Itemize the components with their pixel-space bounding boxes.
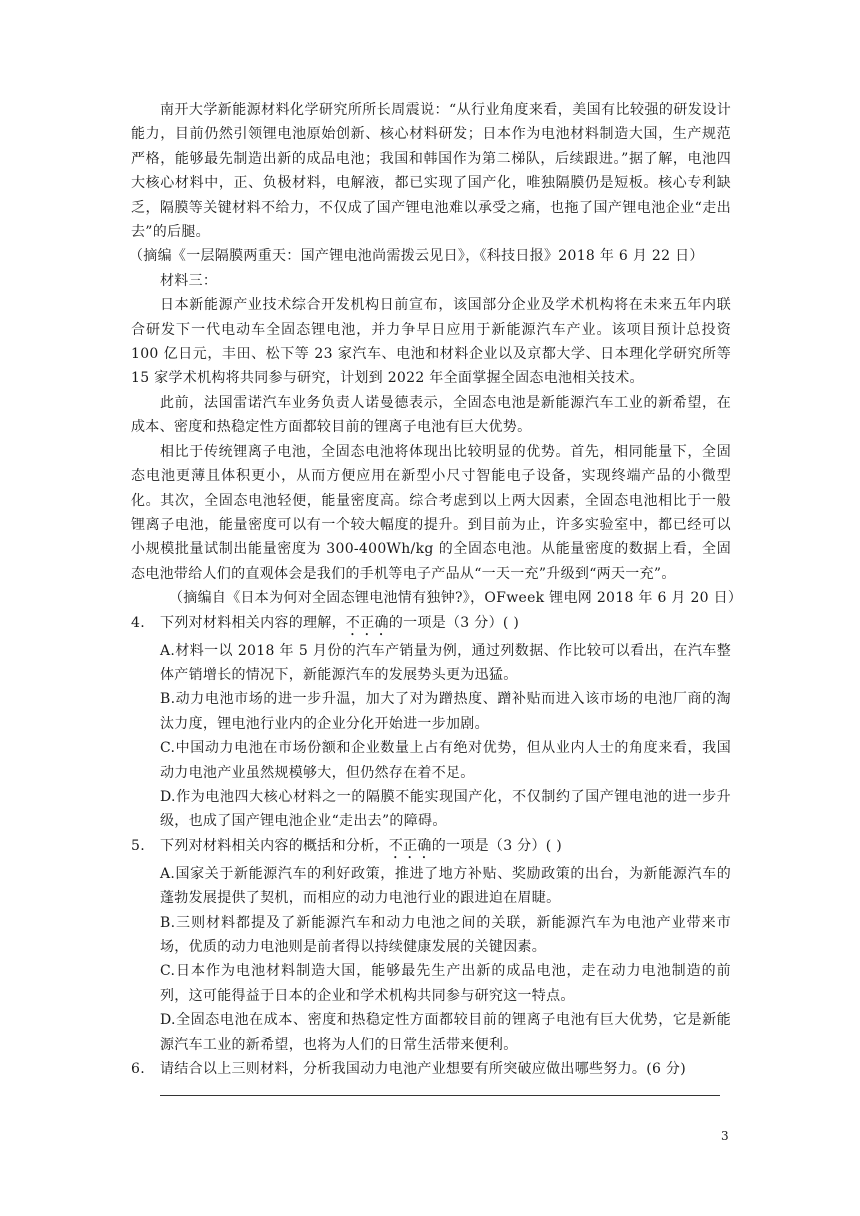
question-4-stem	[160, 611, 731, 639]
citation-keji-ribao: （摘编《一层隔膜两重天：国产锂电池尚需拨云见日》，《科技日报》2018 年 6 月 22 日）	[129, 248, 704, 265]
question-4-option-b: B.动力电池市场的进一步升温，加大了对为蹭热度、蹭补贴而进入该市场的电池厂商的淘汰力度，锂电池行业内的企业分化开始进一步加剧。	[160, 691, 731, 732]
question-5-stem-pre: 下列对材料相关内容的概括和分析，	[160, 837, 389, 854]
citation-ofweek: （摘编自《日本为何对全固态锂电池情有独钟?》，OFweek 锂电网 2018 年 6 月 20 日）	[169, 590, 743, 607]
paragraph-zhou-zhen: 南开大学新能源材料化学研究所所长周震说：“从行业角度来看，美国有比较强的研发设计能力，目前仍然引领锂电池原始创新、核心材料研发；日本作为电池材料制造大国，生产规范严格，能够最先制造出新的成品电池；我国和韩国作为第二梯队，后续跟进。”据了解，电池四大核心材料中，正、负极材料，电解液，都已实现了国产化，唯独隔膜仍是短板。核心专利缺乏，隔膜等关键材料不给力，不仅成了国产锂电池难以承受之痛，也拖了国产锂电池企业“走出去”的后腿。	[131, 102, 731, 241]
page-number: 3	[721, 1129, 729, 1143]
question-5-option-c: C.日本作为电池材料制造大国，能够最先生产出新的成品电池，走在动力电池制造的前列，这可能得益于日本的企业和学术机构共同参与研究这一特点。	[160, 963, 731, 1004]
question-5-option-b: B.三则材料都提及了新能源汽车和动力电池之间的关联，新能源汽车为电池产业带来市场，优质的动力电池则是前者得以持续健康发展的关键因素。	[160, 914, 731, 955]
question-4	[131, 611, 731, 639]
question-6-number: 6.	[131, 1061, 145, 1078]
question-5	[131, 834, 731, 862]
question-4-option-a: A.材料一以 2018 年 5 月份的汽车产销量为例，通过列数据、作比较可以看出，在汽车整体产销增长的情况下，新能源汽车的发展势头更为迅猛。	[160, 642, 731, 683]
answer-line[interactable]	[160, 1087, 720, 1096]
question-4-option-c: C.中国动力电池在市场份额和企业数量上占有绝对优势，但从业内人士的角度来看，我国动力电池产业虽然规模够大，但仍然存在着不足。	[160, 740, 731, 781]
question-5-stem	[160, 834, 731, 862]
page-content	[129, 98, 743, 1096]
question-4-stem-pre: 下列对材料相关内容的理解，	[160, 614, 346, 631]
question-5-option-a: A.国家关于新能源汽车的利好政策，推进了地方补贴、奖励政策的出台，为新能源汽车的蓬勃发展提供了契机，而相应的动力电池行业的跟进迫在眉睫。	[160, 865, 731, 907]
question-5-emphasis: 不正确	[388, 837, 432, 854]
question-4-emphasis: 不正确	[345, 614, 389, 631]
paragraph-solid-state-advantages: 相比于传统锂离子电池，全固态电池将体现出比较明显的优势。首先，相同能量下，全固态电池更薄且体积更小，从而方便应用在新型小尺寸智能电子设备，实现终端产品的小微型化。其次，全固态电池轻便，能量密度高。综合考虑到以上两大因素，全固态电池相比于一般锂离子电池，能量密度可以有一个较大幅度的提升。到目前为止，许多实验室中，都已经可以小规模批量试制出能量密度为 300-400Wh/kg 的全固态电池。从能量密度的数据上看，全固态电池带给人们的直观体会是我们的手机等电子产品从“一天一充”升级到“两天一充”。	[131, 443, 731, 582]
question-4-option-d: D.作为电池四大核心材料之一的隔膜不能实现国产化，不仅制约了国产锂电池的进一步升级，也成了国产锂电池企业“走出去”的障碍。	[160, 788, 731, 830]
question-6	[131, 1057, 731, 1081]
question-4-number: 4.	[131, 614, 145, 631]
question-5-number: 5.	[131, 837, 145, 854]
paragraph-japan-nedo: 日本新能源产业技术综合开发机构日前宣布，该国部分企业及学术机构将在未来五年内联合研发下一代电动车全固态锂电池，并力争早日应用于新能源汽车产业。该项目预计总投资 100 亿日元，丰田、松下等 23 家汽车、电池和材料企业以及京都大学、日本理化学研究所等 15 家学术机构将共同参与研究，计划到 2022 年全面掌握全固态电池相关技术。	[131, 297, 731, 387]
material-three-label: 材料三：	[160, 272, 218, 289]
paragraph-renault: 此前，法国雷诺汽车业务负责人诺曼德表示，全固态电池是新能源汽车工业的新希望，在成本、密度和热稳定性方面都较目前的锂离子电池有巨大优势。	[131, 394, 731, 436]
question-5-stem-post: 的一项是（3 分）( )	[431, 837, 563, 854]
question-4-stem-post: 的一项是（3 分）( )	[388, 614, 520, 631]
question-5-option-d: D.全固态电池在成本、密度和热稳定性方面都较目前的锂离子电池有巨大优势，它是新能源汽车工业的新希望，也将为人们的日常生活带来便利。	[160, 1012, 731, 1053]
question-6-stem: 请结合以上三则材料，分析我国动力电池产业想要有所突破应做出哪些努力。(6 分)	[160, 1061, 686, 1078]
